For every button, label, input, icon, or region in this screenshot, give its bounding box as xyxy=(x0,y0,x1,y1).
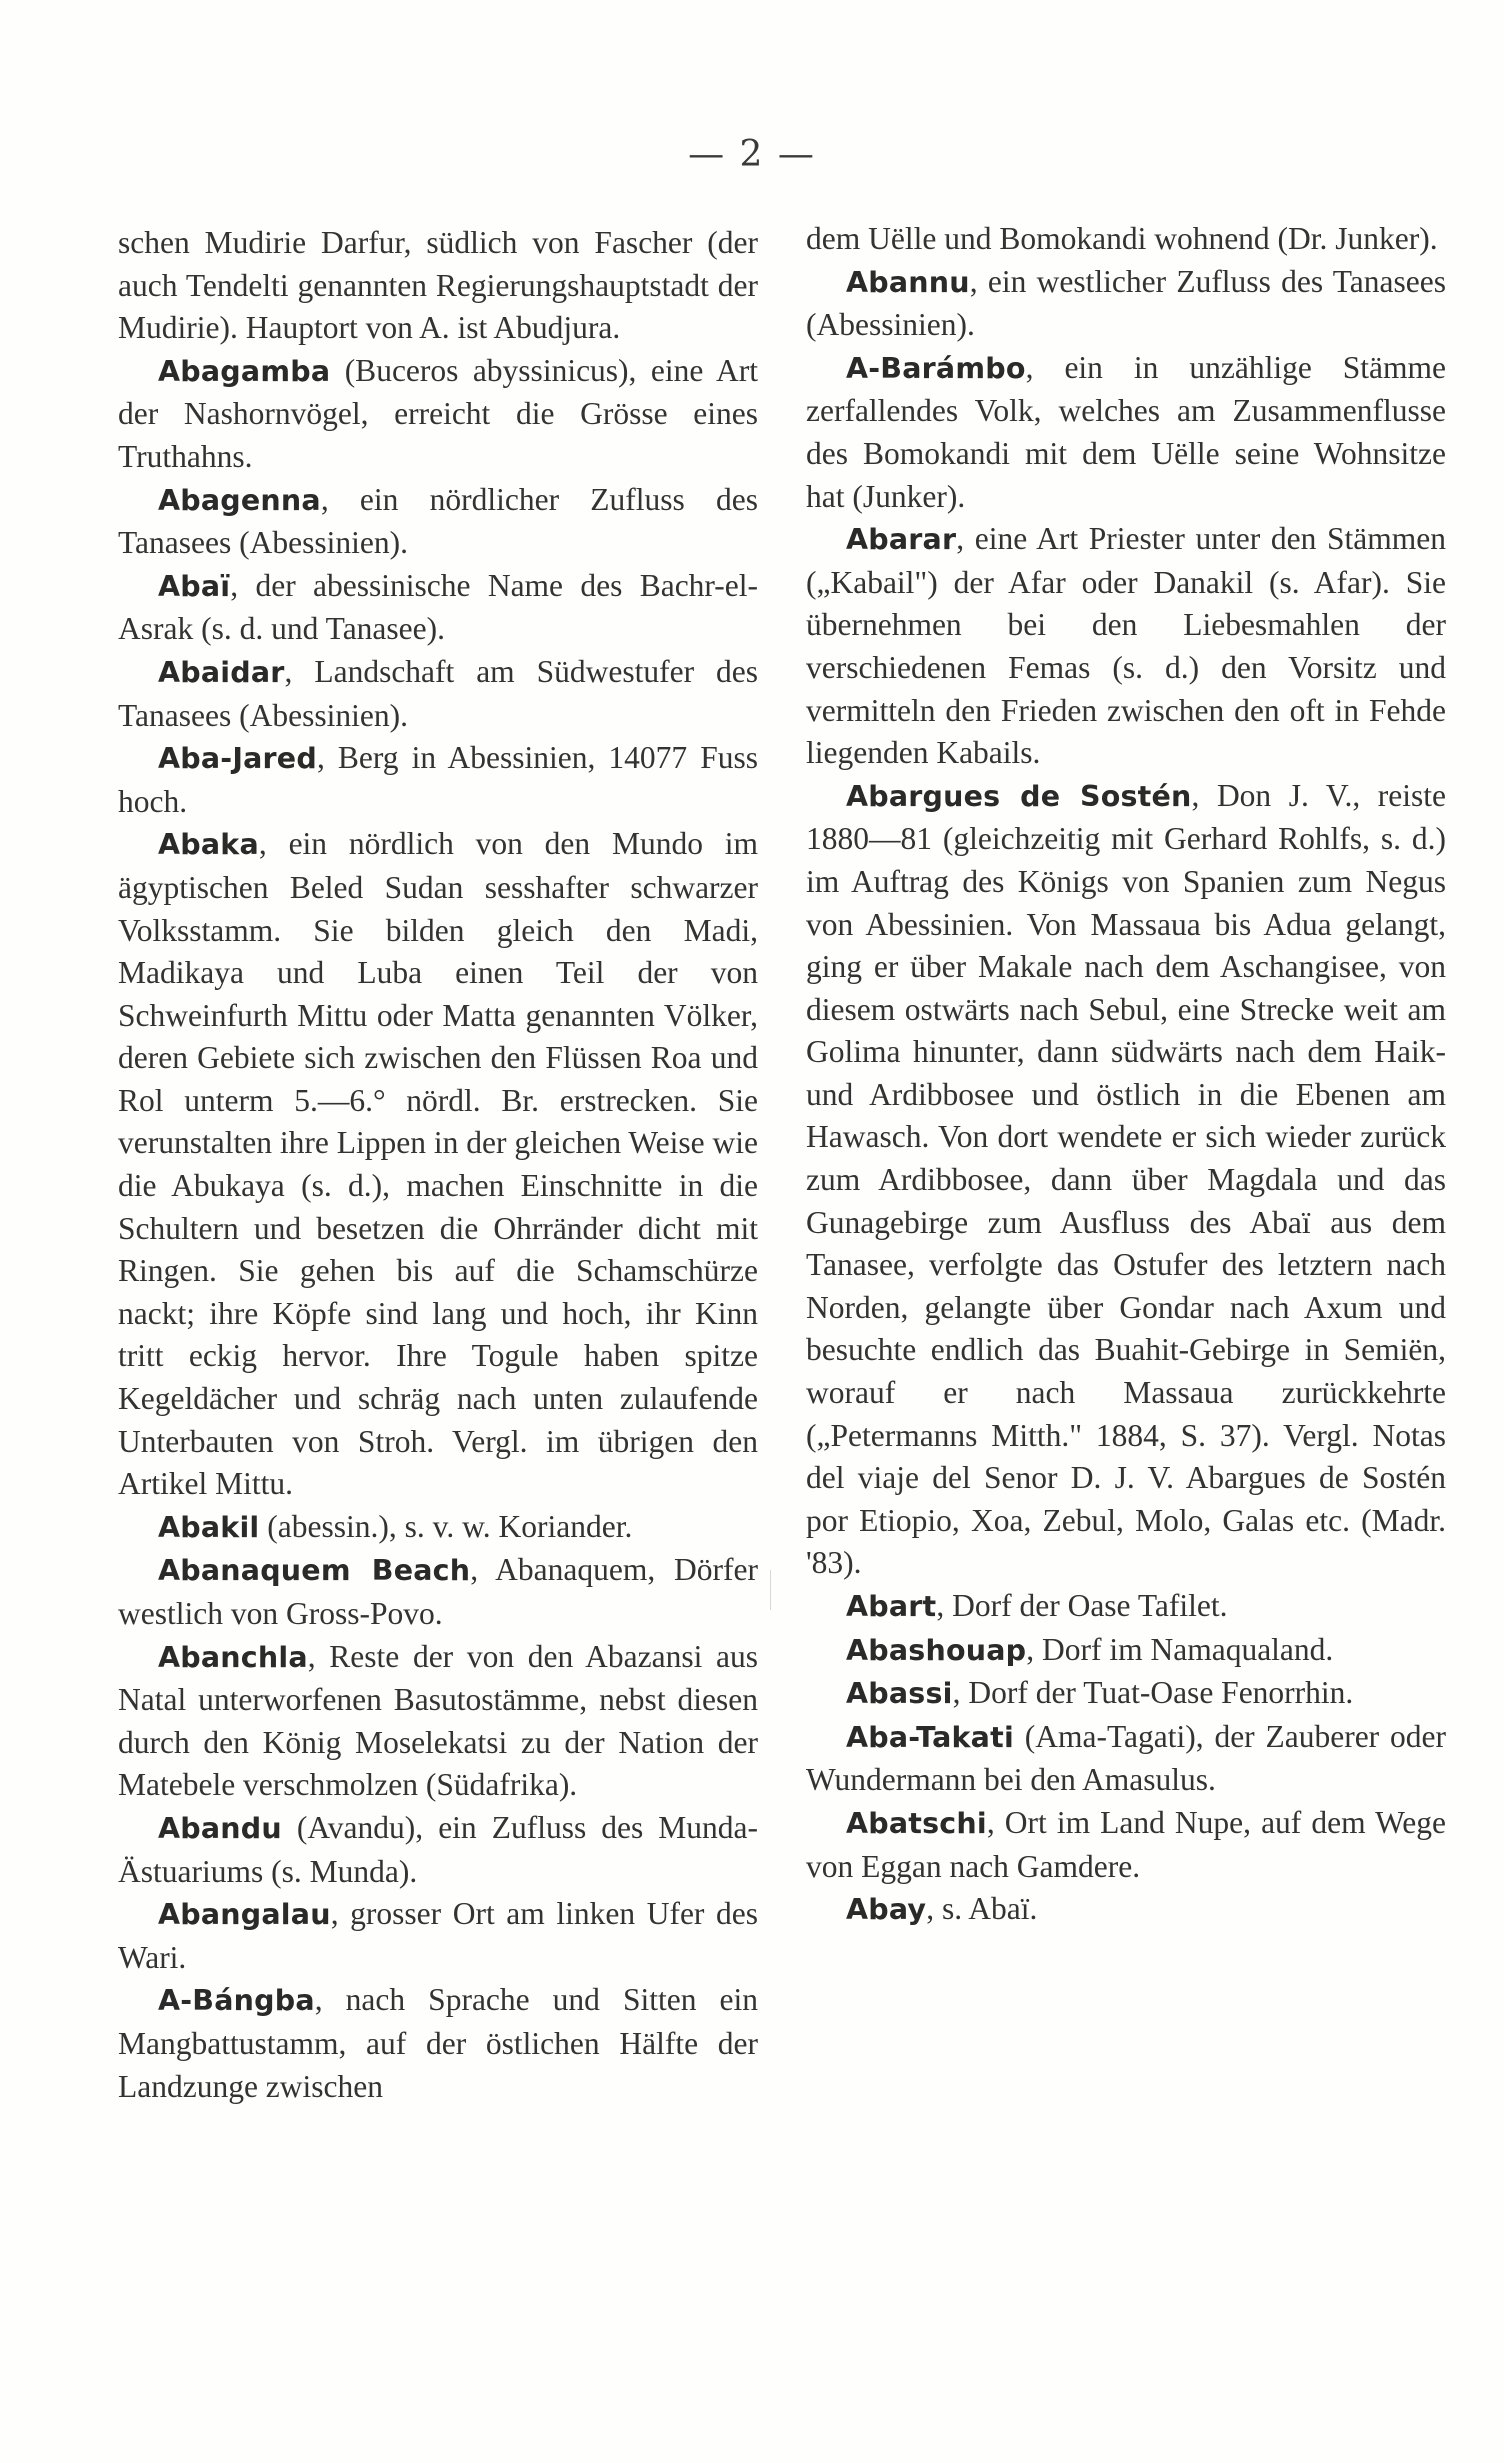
entry-text: , Dorf der Oase Tafilet. xyxy=(936,1588,1228,1623)
entry-headword: Abart xyxy=(846,1590,937,1623)
left-column xyxy=(118,222,758,2108)
dictionary-entry xyxy=(806,1672,1446,1716)
dictionary-entry xyxy=(118,1807,758,1893)
entry-text: , Dorf der Tuat-Oase Fenorrhin. xyxy=(952,1675,1354,1711)
dictionary-entry xyxy=(118,1893,758,1979)
entry-headword: Abagenna xyxy=(158,483,321,517)
entry-headword: Abargues de Sostén xyxy=(846,779,1192,813)
column-divider-mark xyxy=(770,1570,771,1610)
dictionary-entry xyxy=(118,737,758,823)
entry-headword: Abannu xyxy=(846,265,970,299)
entry-headword: A-Bángba xyxy=(158,1984,315,2018)
dictionary-entry xyxy=(806,518,1446,775)
entry-text: , ein nördlicher Zufluss des Tanasees (Abessinien). xyxy=(118,481,758,561)
entry-text: , eine Art Priester unter den Stämmen („Kabail") der Afar oder Danakil (s. Afar). Sie übernehmen bei den Liebesmahlen der verschiedenen Femas (s. d.) den Vorsitz und vermitteln den Frieden zwischen den oft in Fehde liegenden Kabails. xyxy=(806,521,1446,771)
dictionary-entry xyxy=(806,261,1446,347)
dictionary-entry xyxy=(118,222,758,350)
entry-headword: A-Barámbo xyxy=(846,351,1026,385)
dictionary-entry xyxy=(118,651,758,737)
entry-headword: Abanaquem Beach xyxy=(158,1554,471,1588)
entry-text: (Avandu), ein Zufluss des Munda-Ästuariums (s. Munda). xyxy=(118,1809,758,1889)
entry-headword: Abagamba xyxy=(158,354,331,388)
dictionary-entry xyxy=(806,218,1446,261)
entry-headword: Abangalau xyxy=(158,1898,331,1932)
entry-text: , Berg in Abessinien, 14077 Fuss hoch. xyxy=(118,740,758,819)
dictionary-entry xyxy=(806,775,1446,1585)
entry-text: (abessin.), s. v. w. Koriander. xyxy=(259,1508,633,1544)
entry-headword: Abassi xyxy=(846,1677,953,1711)
dictionary-entry xyxy=(806,1585,1446,1629)
entry-text: , Dorf im Namaqualand. xyxy=(1026,1631,1334,1667)
entry-text: (Buceros abyssinicus), eine Art der Nashornvögel, erreicht die Grösse eines Truthahns. xyxy=(118,352,758,474)
entry-headword: Aba-Takati xyxy=(846,1720,1014,1754)
entry-headword: Abandu xyxy=(158,1811,282,1845)
dictionary-entry xyxy=(806,1716,1446,1802)
entry-text: , Abanaquem, Dörfer westlich von Gross-Povo. xyxy=(118,1552,758,1631)
entry-headword: Abaidar xyxy=(158,655,285,689)
entry-text: schen Mudirie Darfur, südlich von Fascher (der auch Tendelti genannten Regierungshauptstadt der Mudirie). Hauptort von A. ist Abudjura. xyxy=(118,225,758,346)
dictionary-entry xyxy=(118,479,758,565)
entry-headword: Abakil xyxy=(158,1510,260,1544)
entry-text: , nach Sprache und Sitten ein Mangbattustamm, auf der östlichen Hälfte der Landzunge zwischen xyxy=(118,1982,758,2104)
entry-headword: Aba-Jared xyxy=(158,742,317,776)
dictionary-entry xyxy=(118,823,758,1506)
dictionary-entry xyxy=(806,347,1446,518)
entry-text: dem Uëlle und Bomokandi wohnend (Dr. Junker). xyxy=(806,221,1438,256)
dictionary-entry xyxy=(806,1888,1446,1932)
entry-text: , Landschaft am Südwestufer des Tanasees (Abessinien). xyxy=(118,653,758,733)
entry-headword: Abay xyxy=(846,1893,927,1927)
entry-text: , Don J. V., reiste 1880—81 (gleichzeitig mit Gerhard Rohlfs, s. d.) im Auftrag des Königs von Spanien zum Negus von Abessinien. Von Massaua bis Adua gelangt, ging er über Makale nach dem Aschangisee, von diesem ostwärts nach Sebul, eine Strecke weit am Golima hinunter, dann südwärts nach dem Haik- und Ardibbosee und östlich in die Ebenen am Hawasch. Von dort wendete er sich wieder zurück zum Ardibbosee, dann über Magdala und das Gunagebirge zum Ausfluss des Abaï aus dem Tanasee, verfolgte das Ostufer des letztern nach Norden, gelangte über Gondar nach Axum und besuchte endlich das Buahit-Gebirge in Semiën, worauf er nach Massaua zurückkehrte („Petermanns Mitth." 1884, S. 37). Vergl. Notas del viaje del Senor D. J. V. Abargues de Sostén por Etiopio, Xoa, Zebul, Molo, Galas etc. (Madr. '83). xyxy=(806,777,1446,1581)
dictionary-entry xyxy=(806,1802,1446,1888)
entry-headword: Abanchla xyxy=(158,1640,308,1674)
entry-headword: Abatschi xyxy=(846,1806,987,1840)
entry-text: , der abessinische Name des Bachr-el-Asrak (s. d. und Tanasee). xyxy=(118,567,758,647)
entry-headword: Abaka xyxy=(158,828,259,862)
entry-headword: Abashouap xyxy=(846,1633,1027,1667)
dictionary-entry xyxy=(118,1549,758,1635)
entry-text: , ein in unzählige Stämme zerfallendes Volk, welches am Zusammenflusse des Bomokandi mit dem Uëlle seine Wohnsitze hat (Junker). xyxy=(806,349,1446,514)
page-number: — 2 — xyxy=(688,134,816,175)
entry-headword: Abarar xyxy=(846,523,957,557)
entry-text: , Ort im Land Nupe, auf dem Wege von Eggan nach Gamdere. xyxy=(806,1804,1446,1884)
dictionary-entry xyxy=(118,565,758,651)
dictionary-entry xyxy=(118,1506,758,1550)
right-column xyxy=(806,218,1446,1932)
entry-text: , grosser Ort am linken Ufer des Wari. xyxy=(118,1896,758,1975)
entry-text: , ein westlicher Zufluss des Tanasees (Abessinien). xyxy=(806,263,1446,343)
entry-text: , Reste der von den Abazansi aus Natal unterworfenen Basutostämme, nebst diesen durch den König Moselekatsi zu der Nation der Matebele verschmolzen (Südafrika). xyxy=(118,1638,758,1803)
entry-text: (Ama-Tagati), der Zauberer oder Wundermann bei den Amasulus. xyxy=(806,1718,1446,1798)
dictionary-entry xyxy=(118,1636,758,1807)
dictionary-entry xyxy=(118,1979,758,2108)
dictionary-entry xyxy=(806,1629,1446,1673)
dictionary-entry xyxy=(118,350,758,479)
entry-headword: Abaï xyxy=(158,569,231,603)
entry-text: , s. Abaï. xyxy=(926,1891,1038,1927)
entry-text: , ein nördlich von den Mundo im ägyptischen Beled Sudan sesshafter schwarzer Volksstamm. Sie bilden gleich den Madi, Madikaya und Luba einen Teil der von Schweinfurth Mittu oder Matta genannten Völker, deren Gebiete sich zwischen den Flüssen Roa und Rol unterm 5.—6.° nördl. Br. erstrecken. Sie verunstalten ihre Lippen in der gleichen Weise wie die Abukaya (s. d.), machen Einschnitte in die Schultern und besetzen die Ohrränder dicht mit Ringen. Sie gehen bis auf die Schamschürze nackt; ihre Köpfe sind lang und hoch, ihr Kinn tritt eckig hervor. Ihre Togule haben spitze Kegeldächer und schräg nach unten zulaufende Unterbauten von Stroh. Vergl. im übrigen den Artikel Mittu. xyxy=(118,826,758,1502)
